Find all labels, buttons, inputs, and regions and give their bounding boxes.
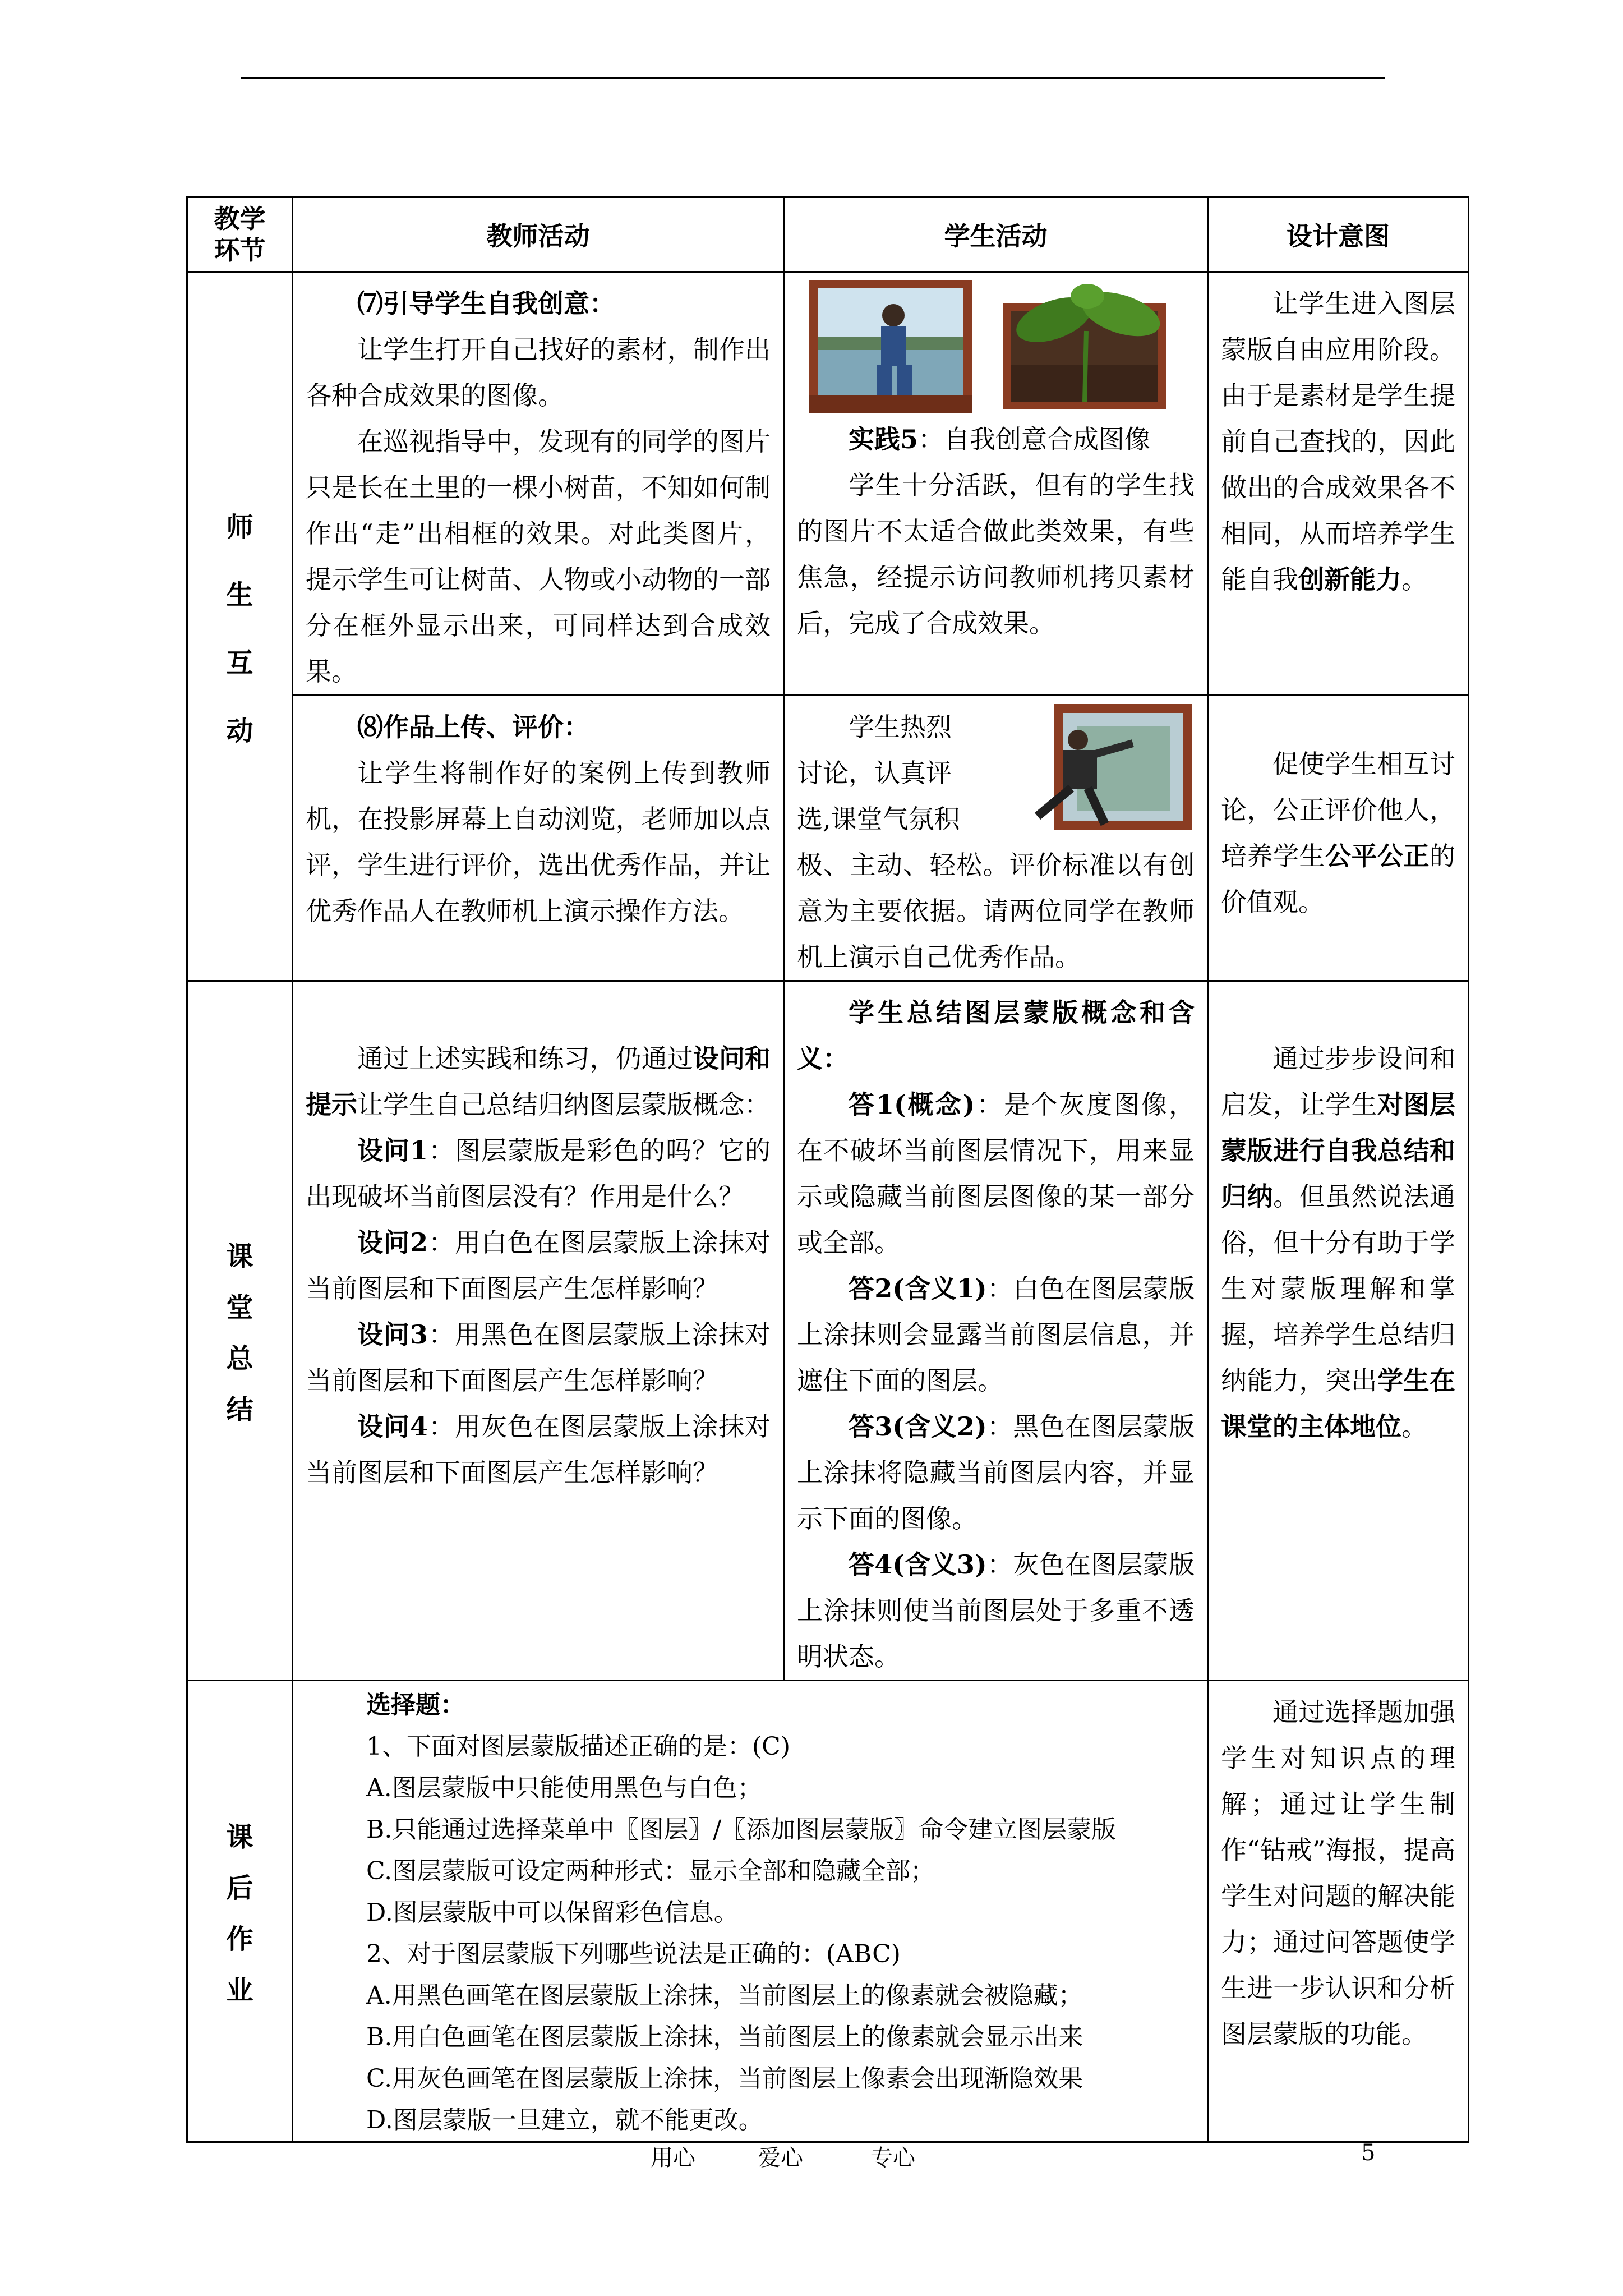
- design-text-homework: 通过选择题加强学生对知识点的理解；通过让学生制作“钻戒”海报，提高学生对问题的解决能力；通过问答题使学生进一步认识和分析图层蒙版的功能。: [1221, 1697, 1455, 2049]
- row-homework: [187, 1681, 1469, 2142]
- label-char: 生: [226, 579, 253, 611]
- answer-3-text: ：黑色在图层蒙版上涂抹将隐藏当前图层内容，并显示下面的图像。: [797, 1411, 1195, 1534]
- student-l1-8: 学生热烈: [849, 712, 952, 742]
- intro-bold: 设问和提示: [306, 1043, 771, 1120]
- design-cell-summary: [1208, 981, 1469, 1681]
- answer-1-text: ：是个灰度图像，在不破坏当前图层情况下，用来显示或隐藏当前图层图像的某一部分或全部。: [797, 1089, 1195, 1258]
- homework-line: A.用黑色画笔在图层蒙版上涂抹，当前图层上的像素就会被隐藏；: [366, 1981, 1083, 2010]
- homework-line: A.图层蒙版中只能使用黑色与白色；: [366, 1774, 762, 1802]
- teacher-title-7: ⑺引导学生自我创意：: [357, 288, 615, 319]
- design-mid-summary: 。但虽然说法通俗，但十分有助于学生对蒙版理解和掌握，培养学生总结归纳能力，突出: [1221, 1181, 1455, 1396]
- design-cell-8: [1208, 696, 1469, 981]
- answer-4: [785, 1542, 1207, 1680]
- answer-4-label: 答4(含义3): [849, 1549, 987, 1580]
- label-char: 作: [226, 1924, 253, 1955]
- homework-line: D.图层蒙版一旦建立，就不能更改。: [366, 2106, 763, 2134]
- design-text-8: [1209, 741, 1468, 925]
- question-4-label: 设问4: [357, 1411, 428, 1442]
- design-text-summary: [1209, 1036, 1468, 1450]
- runner-frame-photo: [1015, 704, 1192, 830]
- design-bold1-summary: 对图层蒙版进行自我总结和归纳: [1221, 1089, 1455, 1212]
- label-char: 师: [226, 511, 253, 543]
- homework-line: B.用白色画笔在图层蒙版上涂抹，当前图层上的像素就会显示出来: [366, 2023, 1083, 2051]
- intro-pre: 通过上述实践和练习，仍通过: [357, 1043, 693, 1074]
- header-teacher: 教师活动: [293, 197, 784, 272]
- label-char: 动: [226, 715, 253, 747]
- label-char: 课: [226, 1821, 253, 1853]
- question-3-text: ：用黑色在图层蒙版上涂抹对当前图层和下面图层产生怎样影响？: [306, 1319, 771, 1396]
- summary-intro: [293, 1036, 783, 1128]
- student-cell-summary: [784, 981, 1208, 1681]
- design-post-7: 。: [1401, 564, 1427, 595]
- homework-line: 2、对于图层蒙版下列哪些说法是正确的：(ABC): [366, 1940, 901, 1968]
- design-pre-8: 促使学生相互讨论，公正评价他人，培养学生: [1221, 749, 1455, 871]
- homework-title: 选择题：: [366, 1691, 465, 1719]
- question-1-label: 设问1: [357, 1135, 428, 1166]
- question-4: [293, 1404, 783, 1496]
- homework-line: D.图层蒙版中可以保留彩色信息。: [366, 1898, 739, 1927]
- question-1-text: ：图层蒙版是彩色的吗？它的出现破坏当前图层没有？作用是什么？: [306, 1135, 771, 1212]
- teacher-cell-summary: [293, 981, 784, 1681]
- footer-word-2: 爱心: [758, 2145, 803, 2171]
- row-summary: [187, 981, 1469, 1681]
- student-l3-8: 选,课堂气氛积: [797, 804, 960, 834]
- label-char: 总: [226, 1343, 253, 1374]
- header-design: 设计意图: [1208, 197, 1469, 272]
- label-char: 结: [226, 1394, 253, 1425]
- label-char: 课: [226, 1241, 253, 1272]
- design-pre-7: 让学生进入图层蒙版自由应用阶段。由于是素材是学生提前自己查找的，因此做出的合成效果各不相同，从而培养学生能自我: [1221, 288, 1455, 595]
- header-student: 学生活动: [784, 197, 1208, 272]
- student-cell-8: [784, 696, 1208, 981]
- label-char: 后: [226, 1872, 253, 1904]
- answer-3: [785, 1404, 1207, 1542]
- intro-post: 让学生自己总结归纳图层蒙版概念：: [357, 1089, 770, 1120]
- student-8-wrap: [785, 704, 1207, 980]
- design-cell-7: [1208, 272, 1469, 696]
- header-rule: [241, 77, 1385, 79]
- answer-1-label: 答1(概念): [849, 1089, 975, 1120]
- page-number: 5: [1361, 2140, 1376, 2166]
- design-pre-summary: 通过步步设问和启发，让学生: [1221, 1043, 1455, 1120]
- homework-line: 1、下面对图层蒙版描述正确的是：(C): [366, 1732, 790, 1761]
- design-cell-homework: [1208, 1681, 1469, 2142]
- question-2-text: ：用白色在图层蒙版上涂抹对当前图层和下面图层产生怎样影响？: [306, 1227, 771, 1304]
- student-l2-8: 讨论，认真评: [797, 758, 952, 788]
- practice-text: ：自我创意合成图像: [918, 424, 1151, 454]
- lesson-table: [186, 196, 1469, 2143]
- design-post-8: 的价值观。: [1221, 841, 1455, 917]
- teacher-title-8: ⑻作品上传、评价：: [357, 712, 589, 742]
- question-3: [293, 1312, 783, 1404]
- header-stage-l1: 教学: [214, 204, 266, 234]
- label-char: 互: [226, 647, 253, 679]
- row-interaction-8: [187, 696, 1469, 981]
- question-3-label: 设问3: [357, 1319, 428, 1350]
- label-char: 堂: [226, 1292, 253, 1323]
- label-char: 业: [226, 1975, 253, 2006]
- section-label-interaction: [187, 272, 293, 981]
- design-bold2-summary: 学生在课堂的主体地位: [1221, 1365, 1455, 1442]
- footer-word-1: 用心: [651, 2145, 695, 2171]
- header-stage-l2: 环节: [214, 235, 266, 265]
- teacher-p2-7: 在巡视指导中，发现有的同学的图片只是长在土里的一棵小树苗，不知如何制作出“走”出相框的效果。对此类图片，提示学生可让树苗、人物或小动物的一部分在框外显示出来，可同样达到合成效果。: [306, 426, 771, 687]
- photo-row: [785, 273, 1207, 413]
- design-text-7: [1209, 280, 1468, 602]
- student-p-7: 学生十分活跃，但有的学生找的图片不太适合做此类效果，有些焦急，经提示访问教师机拷贝素材后，完成了合成效果。: [797, 470, 1195, 638]
- homework-line: C.图层蒙版可设定两种形式：显示全部和隐藏全部；: [366, 1857, 935, 1885]
- question-4-text: ：用灰色在图层蒙版上涂抹对当前图层和下面图层产生怎样影响？: [306, 1411, 771, 1488]
- woman-frame-photo: [809, 280, 972, 413]
- teacher-p1-7: 让学生打开自己找好的素材，制作出各种合成效果的图像。: [306, 334, 771, 411]
- design-bold-7: 创新能力: [1298, 564, 1401, 595]
- question-2: [293, 1220, 783, 1312]
- row-interaction-7: [187, 272, 1469, 696]
- teacher-cell-7: [293, 272, 784, 696]
- summary-student-title: 学生总结图层蒙版概念和含义：: [797, 997, 1195, 1074]
- question-1: [293, 1128, 783, 1220]
- design-bold-8: 公平公正: [1325, 841, 1430, 871]
- homework-line: B.只能通过选择菜单中〖图层〗/〖添加图层蒙版〗命令建立图层蒙版: [366, 1815, 1117, 1844]
- answer-4-text: ：灰色在图层蒙版上涂抹则使当前图层处于多重不透明状态。: [797, 1549, 1195, 1672]
- answer-2-text: ：白色在图层蒙版上涂抹则会显露当前图层信息，并遮住下面的图层。: [797, 1273, 1195, 1396]
- student-practice-7: [785, 416, 1207, 462]
- answer-2: [785, 1266, 1207, 1404]
- student-rest-8: 极、主动、轻松。评价标准以有创意为主要依据。请两位同学在教师机上演示自己优秀作品。: [797, 850, 1195, 972]
- footer-word-3: 专心: [870, 2145, 915, 2171]
- header-stage: [187, 197, 293, 272]
- practice-label: 实践5: [849, 424, 919, 454]
- sprout-frame-photo: [992, 280, 1172, 413]
- section-label-homework: [187, 1681, 293, 2142]
- answer-1: [785, 1082, 1207, 1266]
- question-2-label: 设问2: [357, 1227, 428, 1258]
- answer-3-label: 答3(含义2): [849, 1411, 987, 1442]
- section-label-summary: [187, 981, 293, 1681]
- teacher-cell-8: [293, 696, 784, 981]
- table-header-row: [187, 197, 1469, 272]
- homework-line: C.用灰色画笔在图层蒙版上涂抹，当前图层上像素会出现渐隐效果: [366, 2064, 1083, 2093]
- design-post-summary: 。: [1401, 1411, 1427, 1442]
- homework-cell: [293, 1681, 1208, 2142]
- student-cell-7: [784, 272, 1208, 696]
- answer-2-label: 答2(含义1): [849, 1273, 987, 1304]
- teacher-p-8: 让学生将制作好的案例上传到教师机，在投影屏幕上自动浏览，老师加以点评，学生进行评价，选出优秀作品，并让优秀作品人在教师机上演示操作方法。: [306, 758, 771, 926]
